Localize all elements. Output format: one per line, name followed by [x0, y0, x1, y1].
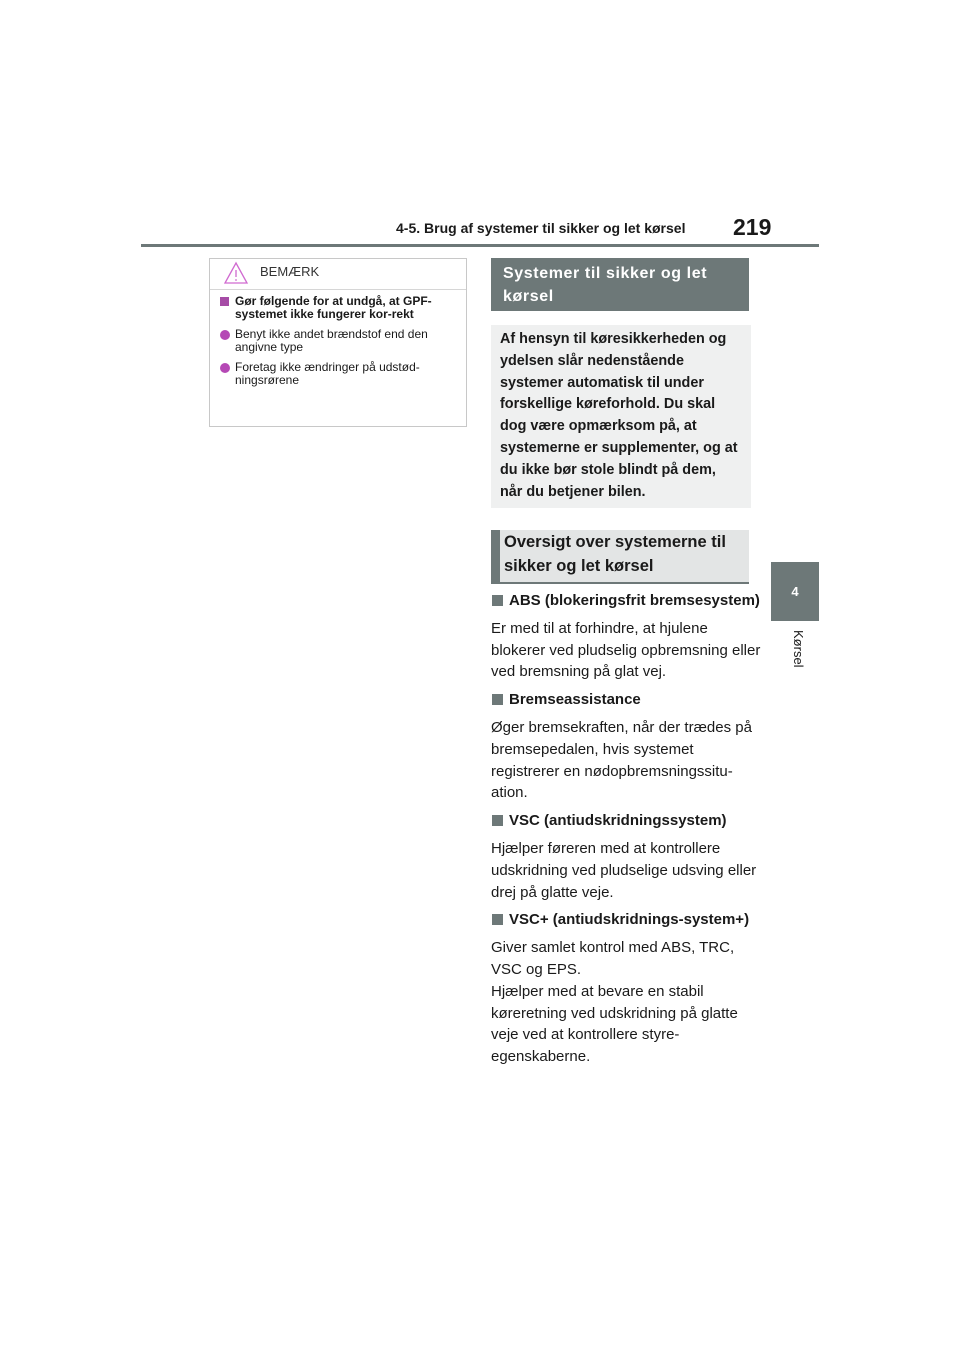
notice-body [210, 290, 466, 387]
item-heading-text: VSC (antiudskridningssystem) [509, 812, 727, 830]
chapter-tab [771, 562, 819, 621]
item-text-line: Giver samlet kontrol med ABS, TRC, VSC og EPS. [491, 939, 735, 978]
section-intro: Af hensyn til køresikkerheden og ydelsen slår nedenstående systemer automatisk til under forskellige køreforhold. Du skal dog være opmærksom på, at systemerne er supplementer, og at du ikke bør stole blindt på dem, når du betjener bilen. [491, 325, 751, 508]
item-heading [491, 590, 761, 612]
notice-bullet [218, 361, 452, 387]
item-heading [491, 810, 761, 832]
notice-header [210, 259, 466, 290]
item-text-line: Hjælper med at bevare en stabil køreretning ved udskridning på glatte veje ved at kontrollere styre-egenskaberne. [491, 982, 738, 1066]
circle-bullet-icon [220, 330, 230, 340]
chapter-label: Kørsel [791, 630, 806, 668]
square-bullet-icon [492, 595, 503, 606]
notice-heading-text: Gør følgende for at undgå, at GPF-systemet ikke fungerer kor-rekt [235, 294, 432, 321]
square-bullet-icon [492, 914, 503, 925]
item-text [491, 937, 761, 1068]
item-text: Hjælper føreren med at kontrollere udskridning ved pludselige udsving eller drej på glatte veje. [491, 839, 757, 901]
notice-bullet [218, 328, 452, 354]
item-heading-text: Bremseassistance [509, 691, 641, 709]
item-heading-text: ABS (blokeringsfrit bremsesystem) [509, 592, 760, 609]
notice-heading [218, 295, 452, 321]
page-number: 219 [733, 214, 772, 240]
square-bullet-icon [492, 694, 503, 705]
square-bullet-icon [220, 297, 229, 306]
item-text: Øger bremsekraften, når der trædes på bremsepedalen, hvis systemet registrerer en nødopbremsningssitu-ation. [491, 718, 752, 802]
item-heading [491, 909, 761, 931]
notice-title: BEMÆRK [260, 264, 320, 279]
header-divider [141, 244, 819, 247]
item-heading [491, 689, 761, 711]
chapter-number: 4 [791, 584, 799, 599]
notice-bullet-text: Foretag ikke ændringer på udstød-ningsrørene [235, 360, 420, 387]
notice-bullet-text: Benyt ikke andet brændstof end den angivne type [235, 327, 428, 354]
system-list [491, 590, 761, 1074]
item-text: Er med til at forhindre, at hjulene blokerer ved pludselig opbremsning eller ved bremsning på glat vej. [491, 619, 761, 681]
notice-box [209, 258, 467, 427]
subsection-title: Oversigt over systemerne til sikker og let kørsel [491, 530, 749, 584]
circle-bullet-icon [220, 363, 230, 373]
section-header-title: 4-5. Brug af systemer til sikker og let kørsel [396, 220, 686, 236]
section-title: Systemer til sikker og let kørsel [491, 258, 749, 311]
square-bullet-icon [492, 815, 503, 826]
warning-icon [223, 261, 249, 285]
item-heading-text: VSC+ (antiudskridnings-system+) [509, 911, 750, 929]
